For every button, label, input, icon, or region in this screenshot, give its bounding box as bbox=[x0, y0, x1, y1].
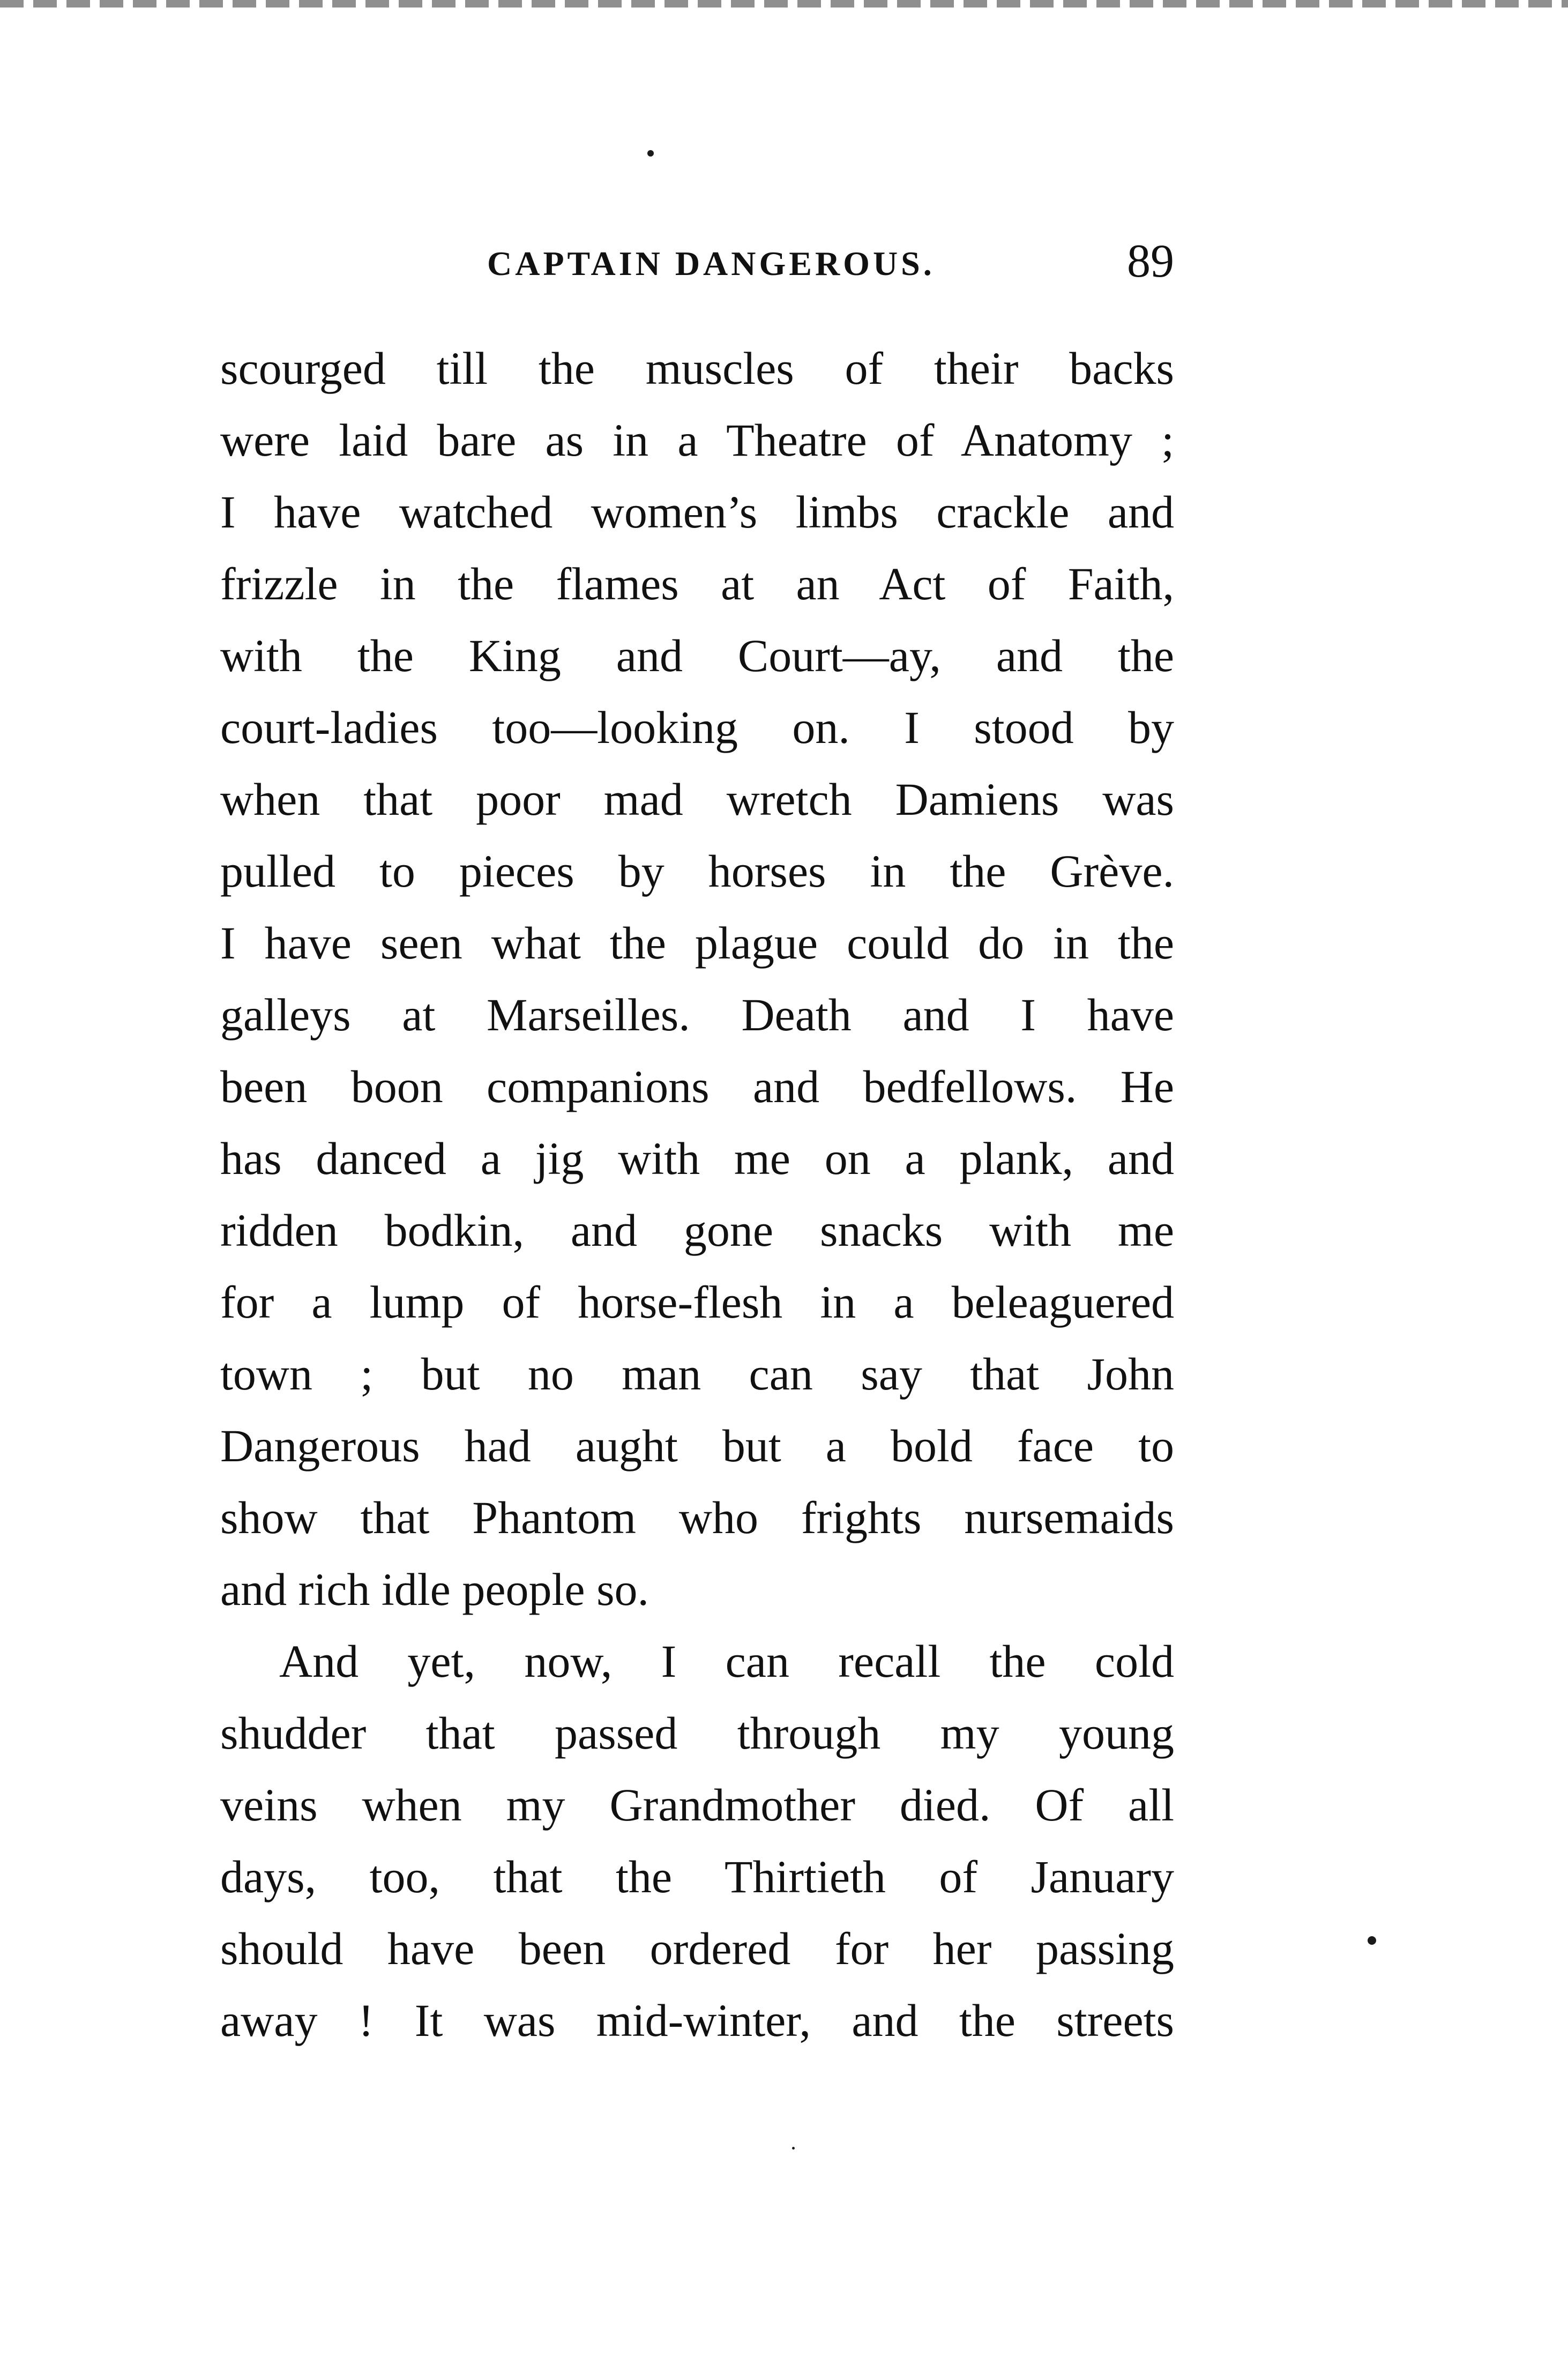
text-line: And yet, now, I can recall the cold bbox=[279, 1635, 1174, 1687]
text-line: ridden bodkin, and gone snacks with me bbox=[220, 1204, 1174, 1256]
text-line: should have been ordered for her passing bbox=[220, 1923, 1174, 1974]
body-text bbox=[220, 332, 1174, 2056]
text-line: veins when my Grandmother died. Of all bbox=[220, 1779, 1174, 1831]
text-line: Dangerous had aught but a bold face to bbox=[220, 1420, 1174, 1471]
running-head bbox=[220, 235, 1174, 294]
ink-speck bbox=[1368, 1936, 1376, 1945]
running-title: CAPTAIN DANGEROUS. bbox=[487, 244, 935, 282]
text-line: scourged till the muscles of their backs bbox=[220, 343, 1174, 394]
text-line: has danced a jig with me on a plank, and bbox=[220, 1133, 1174, 1184]
text-line: and rich idle people so. bbox=[220, 1564, 649, 1615]
text-line: for a lump of horse-flesh in a beleaguered bbox=[220, 1276, 1174, 1328]
ink-speck bbox=[647, 150, 654, 157]
text-line: when that poor mad wretch Damiens was bbox=[220, 774, 1174, 825]
ink-speck bbox=[792, 2147, 795, 2150]
text-line: galleys at Marseilles. Death and I have bbox=[220, 989, 1174, 1040]
text-line: frizzle in the flames at an Act of Faith, bbox=[220, 558, 1174, 609]
text-line: were laid bare as in a Theatre of Anatomy ; bbox=[220, 414, 1174, 466]
text-line: I have seen what the plague could do in the bbox=[220, 917, 1174, 969]
text-line: away ! It was mid-winter, and the streets bbox=[220, 1995, 1174, 2046]
text-line: been boon companions and bedfellows. He bbox=[220, 1061, 1174, 1112]
text-line: town ; but no man can say that John bbox=[220, 1348, 1174, 1400]
paragraph bbox=[220, 1625, 1174, 2056]
text-line: I have watched women’s limbs crackle and bbox=[220, 486, 1174, 538]
paragraph bbox=[220, 332, 1174, 1625]
page-number: 89 bbox=[1127, 235, 1174, 287]
text-line: days, too, that the Thirtieth of January bbox=[220, 1851, 1174, 1902]
text-line: show that Phantom who frights nursemaids bbox=[220, 1492, 1174, 1543]
scan-top-edge bbox=[0, 0, 1568, 8]
text-line: pulled to pieces by horses in the Grève. bbox=[220, 845, 1174, 897]
text-line: shudder that passed through my young bbox=[220, 1707, 1174, 1759]
text-line: with the King and Court—ay, and the bbox=[220, 630, 1174, 681]
text-line: court-ladies too—looking on. I stood by bbox=[220, 702, 1174, 753]
